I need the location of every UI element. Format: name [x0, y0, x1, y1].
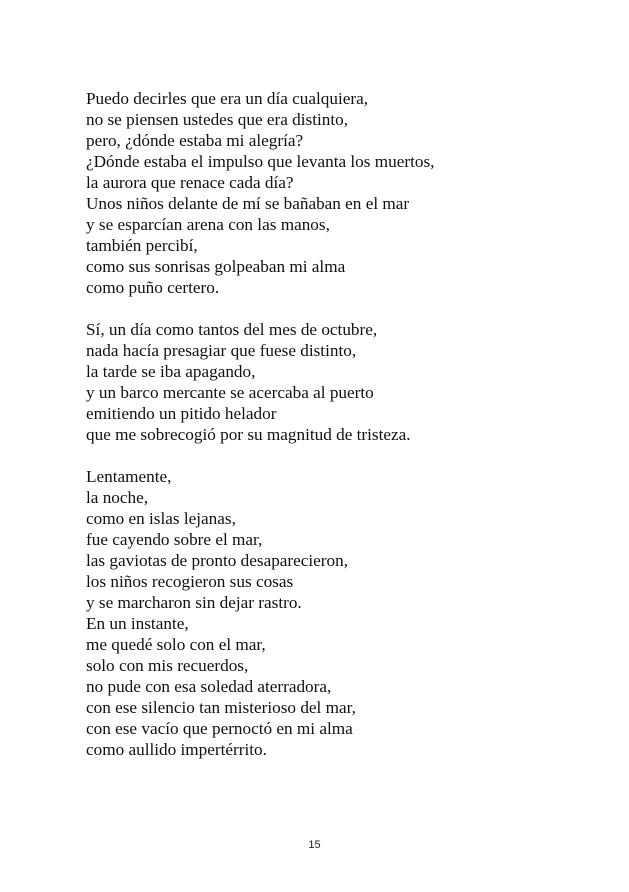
- poem-line: con ese silencio tan misterioso del mar,: [86, 698, 356, 717]
- poem-line: y se marcharon sin dejar rastro.: [86, 593, 302, 612]
- stanza-3: [86, 466, 606, 760]
- poem-line: me quedé solo con el mar,: [86, 635, 266, 654]
- poem-line: nada hacía presagiar que fuese distinto,: [86, 341, 357, 360]
- poem-line: las gaviotas de pronto desaparecieron,: [86, 551, 349, 570]
- poem-line: y se esparcían arena con las manos,: [86, 215, 330, 234]
- poem-line: emitiendo un pitido helador: [86, 404, 277, 423]
- poem-line: no se piensen ustedes que era distinto,: [86, 110, 349, 129]
- poem-body: [86, 88, 606, 781]
- poem-line: la aurora que renace cada día?: [86, 173, 294, 192]
- poem-line: Unos niños delante de mí se bañaban en el mar: [86, 194, 410, 213]
- poem-line: fue cayendo sobre el mar,: [86, 530, 263, 549]
- stanza-2: [86, 319, 606, 445]
- stanza-1: [86, 88, 606, 298]
- poem-line: como en islas lejanas,: [86, 509, 236, 528]
- poem-line: Lentamente,: [86, 467, 172, 486]
- poem-line: Puedo decirles que era un día cualquiera,: [86, 89, 369, 108]
- poem-line: también percibí,: [86, 236, 198, 255]
- poem-line: con ese vacío que pernoctó en mi alma: [86, 719, 353, 738]
- poem-line: y un barco mercante se acercaba al puerto: [86, 383, 374, 402]
- poem-line: como aullido impertérrito.: [86, 740, 267, 759]
- poem-line: los niños recogieron sus cosas: [86, 572, 294, 591]
- poem-line: solo con mis recuerdos,: [86, 656, 249, 675]
- poem-line: ¿Dónde estaba el impulso que levanta los muertos,: [86, 152, 435, 171]
- poem-line: Sí, un día como tantos del mes de octubre,: [86, 320, 378, 339]
- poem-line: como puño certero.: [86, 278, 220, 297]
- poem-line: la tarde se iba apagando,: [86, 362, 256, 381]
- poem-line: que me sobrecogió por su magnitud de tristeza.: [86, 425, 411, 444]
- poem-line: no pude con esa soledad aterradora,: [86, 677, 332, 696]
- page-number: 15: [308, 839, 321, 851]
- poem-line: como sus sonrisas golpeaban mi alma: [86, 257, 346, 276]
- poem-line: pero, ¿dónde estaba mi alegría?: [86, 131, 304, 150]
- poem-line: En un instante,: [86, 614, 189, 633]
- poem-line: la noche,: [86, 488, 149, 507]
